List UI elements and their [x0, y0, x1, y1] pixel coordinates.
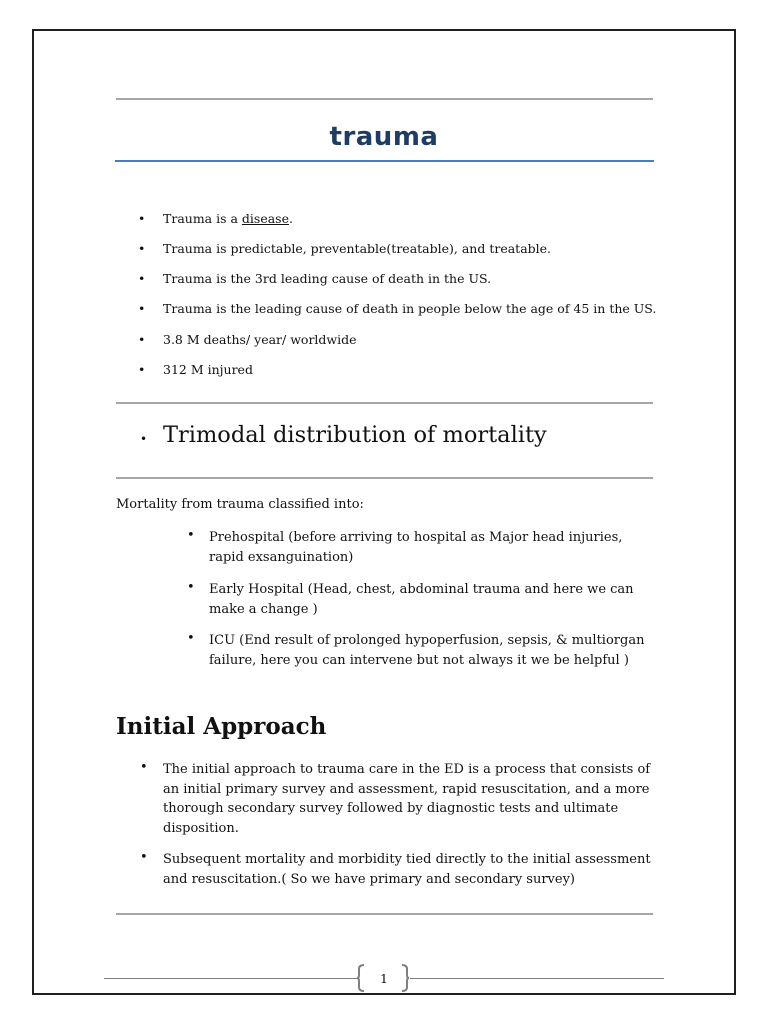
- trimodal-heading: Trimodal distribution of mortality: [163, 422, 547, 448]
- bottom-divider: [116, 913, 653, 915]
- disease-link[interactable]: disease: [241, 211, 289, 226]
- list-item: Prehospital (before arriving to hospital as Major head injuries, rapid exsanguination): [209, 530, 623, 565]
- right-bracket-icon: [401, 964, 410, 992]
- title-underline: [115, 160, 654, 162]
- section-divider: [116, 402, 653, 404]
- list-item: Early Hospital (Head, chest, abdominal trauma and here we can make a change ): [209, 582, 634, 617]
- list-item: The initial approach to trauma care in the ED is a process that consists of an initial primary survey and assessment, rapid resuscitation, and a more thorough secondary survey followed by diagnostic tests and ultimate disposition.: [163, 762, 651, 836]
- document-title: trauma: [329, 122, 439, 152]
- mortality-intro: Mortality from trauma classified into:: [116, 497, 364, 512]
- initial-approach-heading: Initial Approach: [116, 713, 327, 740]
- list-item: Subsequent mortality and morbidity tied directly to the initial assessment and resuscitation.( So we have primary and secondary survey): [163, 852, 651, 887]
- footer-line-left: [104, 978, 358, 979]
- footer-line-right: [410, 978, 664, 979]
- list-item: ICU (End result of prolonged hypoperfusion, sepsis, & multiorgan failure, here you can intervene but not always it we be helpful ): [209, 633, 645, 668]
- left-bracket-icon: [356, 964, 365, 992]
- page-number: 1: [380, 971, 388, 986]
- section-divider: [116, 477, 653, 479]
- top-divider: [116, 98, 653, 100]
